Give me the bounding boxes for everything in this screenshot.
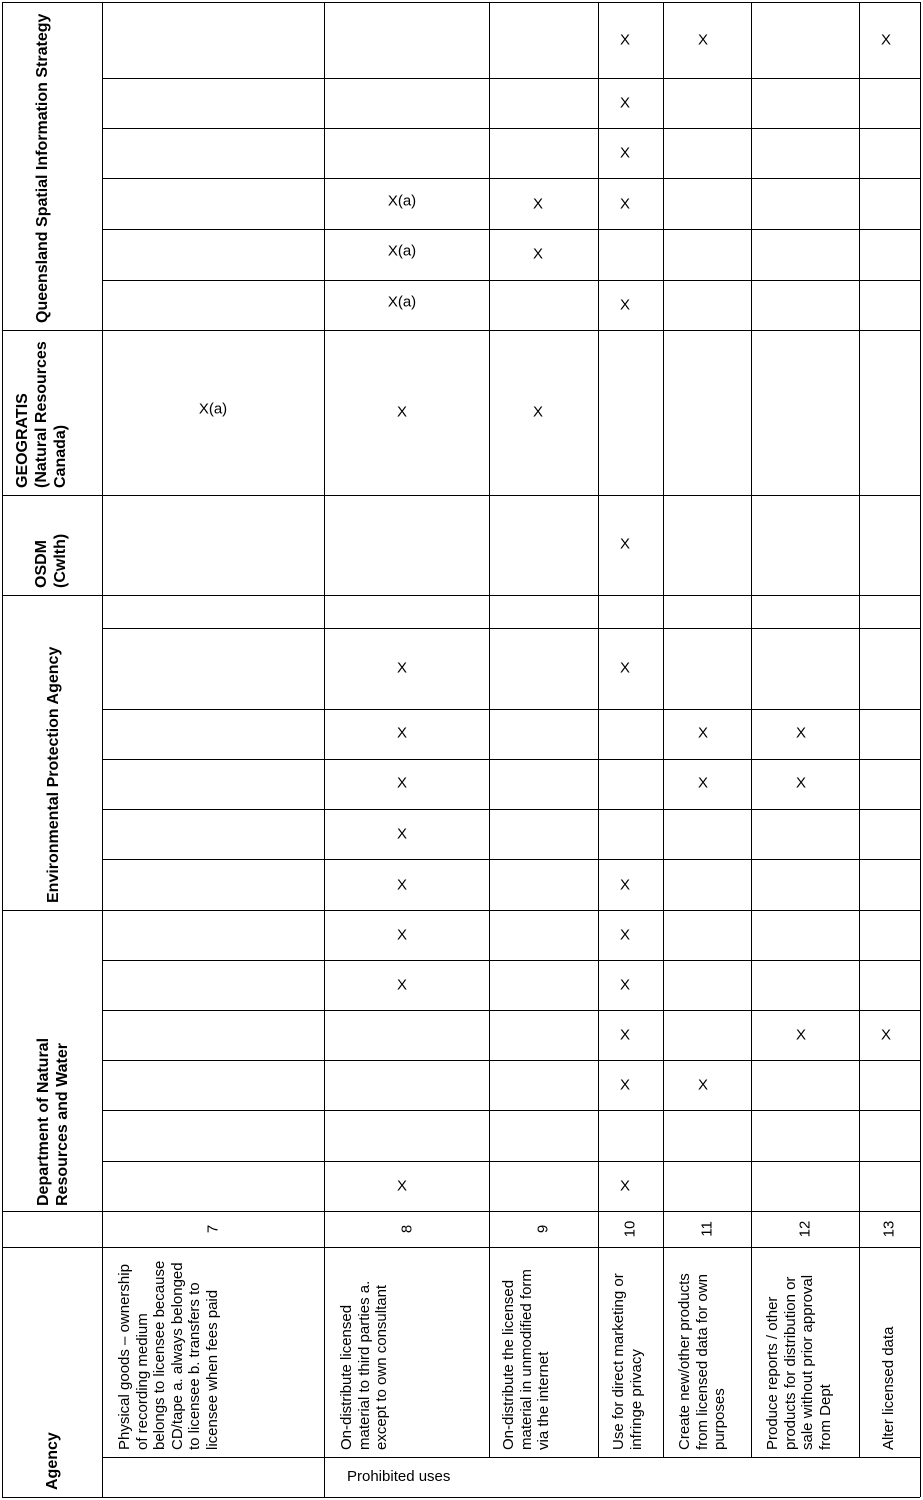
agency-header: OSDM (Cwlth) [33, 533, 69, 588]
mark-x: X [532, 245, 544, 263]
row-number: 12 [796, 1220, 814, 1238]
grid-line [102, 128, 920, 129]
row-description: Create new/other products from licensed data for own purposes [676, 1273, 728, 1450]
grid-line [102, 759, 920, 760]
grid-line [102, 809, 920, 810]
mark-x: X [619, 535, 631, 553]
row-number: 11 [698, 1221, 716, 1237]
mark-x: X [697, 774, 709, 792]
grid-line [102, 178, 920, 179]
mark-x: X [396, 876, 408, 894]
mark-x: X [795, 724, 807, 742]
mark-x: X [880, 31, 892, 49]
mark-x: X [619, 1076, 631, 1094]
mark-x: X [880, 1026, 892, 1044]
grid-line [102, 1161, 920, 1162]
row-description: Use for direct marketing or infringe privacy [610, 1273, 645, 1450]
grid-line [598, 2, 599, 1457]
mark-x: X [619, 296, 631, 314]
grid-line [489, 2, 490, 1457]
row-description: On-distribute licensed material to third parties a. except to own consultant [338, 1280, 390, 1450]
grid-line [663, 2, 664, 1457]
mark-x: X [396, 724, 408, 742]
row-description: Physical goods – ownership of recording medium belongs to licensee because CD/tape a. always belonged to licensee b. transfers to licensee when fees paid [116, 1260, 221, 1450]
mark-x: X [532, 195, 544, 213]
mark-x: X [532, 403, 544, 421]
mark-x-a: X(a) [387, 192, 417, 210]
row-number: 8 [398, 1224, 416, 1234]
mark-x-a: X(a) [198, 400, 228, 418]
grid-line [859, 2, 860, 1457]
grid-line [2, 330, 920, 331]
grid-line [324, 2, 325, 1497]
grid-line [102, 1010, 920, 1011]
grid-line [2, 495, 920, 496]
row-number: 13 [880, 1220, 898, 1238]
agency-header: GEOGRATIS (Natural Resources Canada) [14, 341, 69, 488]
mark-x: X [396, 926, 408, 944]
grid-line [102, 628, 920, 629]
grid-line [102, 280, 920, 281]
mark-x: X [396, 403, 408, 421]
agency-header: Department of Natural Resources and Water [35, 1037, 71, 1206]
prohibited-uses-label: Prohibited uses [347, 1468, 451, 1485]
mark-x: X [396, 774, 408, 792]
grid-line [102, 960, 920, 961]
grid-line [102, 2, 103, 1497]
mark-x: X [619, 876, 631, 894]
grid-line [920, 2, 921, 1497]
mark-x: X [619, 94, 631, 112]
mark-x: X [697, 724, 709, 742]
grid-line [2, 910, 920, 911]
grid-line [102, 229, 920, 230]
row-number: 7 [204, 1224, 222, 1234]
grid-line [2, 2, 3, 1497]
mark-x: X [619, 31, 631, 49]
mark-x: X [396, 976, 408, 994]
mark-x: X [619, 976, 631, 994]
grid-line [751, 2, 752, 1457]
mark-x-a: X(a) [387, 293, 417, 311]
mark-x: X [396, 825, 408, 843]
mark-x: X [795, 774, 807, 792]
mark-x: X [619, 926, 631, 944]
mark-x: X [697, 1076, 709, 1094]
grid-line [102, 1457, 920, 1458]
grid-line [102, 78, 920, 79]
mark-x: X [619, 1026, 631, 1044]
mark-x: X [619, 1177, 631, 1195]
grid-line [102, 1060, 920, 1061]
mark-x: X [795, 1026, 807, 1044]
grid-line [2, 2, 920, 3]
row-number: 9 [534, 1224, 552, 1234]
row-description: Produce reports / other products for distribution or sale without prior approval from Dept [764, 1274, 834, 1450]
mark-x: X [396, 1177, 408, 1195]
mark-x: X [396, 659, 408, 677]
grid-line [2, 595, 920, 596]
grid-line [102, 709, 920, 710]
mark-x: X [619, 195, 631, 213]
row-number: 10 [621, 1220, 639, 1238]
grid-line [2, 1211, 920, 1212]
row-description: On-distribute the licensed material in unmodified form via the internet [500, 1269, 552, 1450]
agency-header-label: Agency [44, 1432, 61, 1490]
mark-x: X [619, 659, 631, 677]
grid-line [2, 1497, 920, 1498]
grid-line [102, 1110, 920, 1111]
row-description: Alter licensed data [880, 1326, 897, 1450]
mark-x: X [619, 144, 631, 162]
mark-x-a: X(a) [387, 242, 417, 260]
agency-header: Queensland Spatial Information Strategy [34, 13, 51, 323]
agency-header: Environmental Protection Agency [45, 646, 62, 903]
grid-line [2, 1247, 920, 1248]
mark-x: X [697, 31, 709, 49]
grid-line [102, 859, 920, 860]
